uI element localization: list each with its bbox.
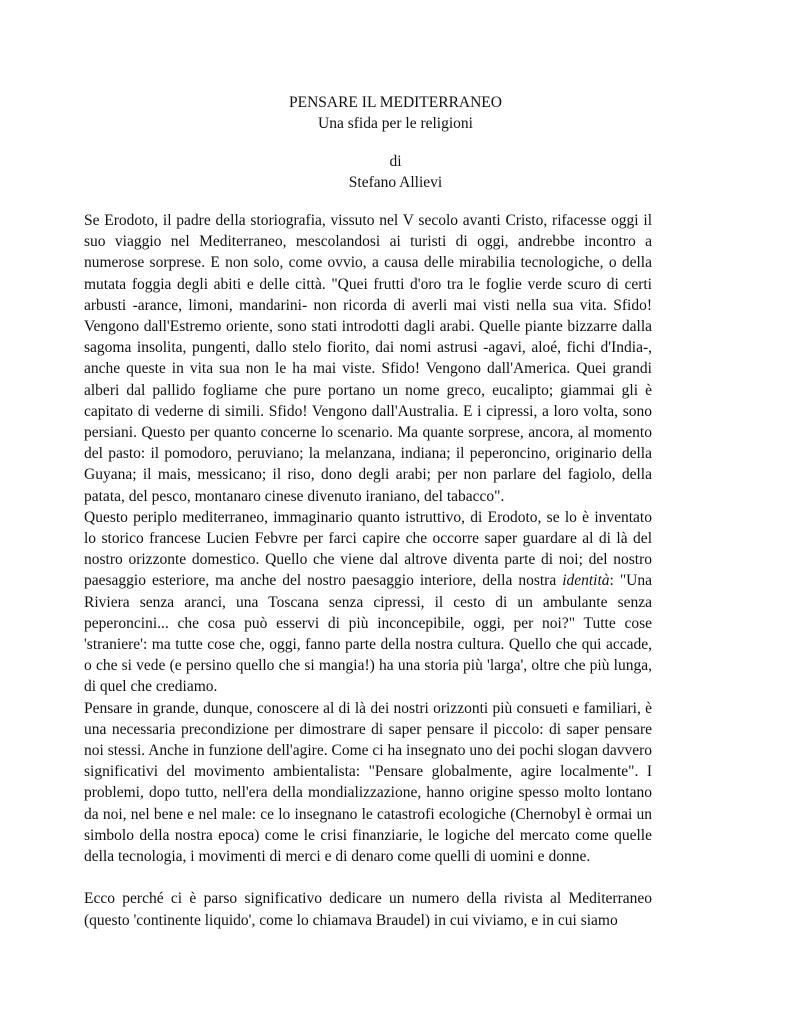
paragraph-4-text: Ecco perché ci è parso significativo dedicare un numero della rivista al Mediterraneo (questo 'continente liquido', come lo chiamava Braudel) in cui viviamo, e in cui siamo [84, 890, 652, 929]
paragraph-3-text: Pensare in grande, dunque, conoscere al di là dei nostri orizzonti più consueti e familiari, è una necessaria precondizione per dimostrare di saper pensare il piccolo: di saper pensare noi stessi. Anche in funzione dell'agire. Come ci ha insegnato uno dei pochi slogan davvero significativi del movimento ambientalista: "Pensare globalmente, agire localmente". I problemi, dopo tutto, nell'era della mondializzazione, hanno origine spesso molto lontano da noi, nel bene e nel male: ce lo insegnano le catastrofi ecologiche (Chernobyl è ormai un simbolo della nostra epoca) come le crisi finanziarie, le logiche del mercato come quelle della tecnologia, i movimenti di merci e di denaro come quelli di uomini e donne. [84, 699, 652, 866]
author-name: Stefano Allievi [348, 174, 443, 191]
document-title: PENSARE IL MEDITERRANEO [289, 94, 502, 111]
paragraph-4 [84, 888, 652, 930]
document-subtitle: Una sfida per le religioni [318, 115, 473, 132]
paragraph-2 [84, 507, 652, 698]
byline-prefix: di [389, 153, 402, 170]
paragraph-1-text: Se Erodoto, il padre della storiografia, vissuto nel V secolo avanti Cristo, rifacesse oggi il suo viaggio nel Mediterraneo, mescolandosi ai turisti di oggi, andrebbe incontro a numerose sorprese. E non solo, come ovvio, a causa delle mirabilia tecnologiche, o della mutata foggia degli abiti e delle città. "Quei frutti d'oro tra le foglie verde scuro di certi arbusti -arance, limoni, mandarini- non ricorda di averli mai visti nella sua vita. Sfido! Vengono dall'Estremo oriente, sono stati introdotti dagli arabi. Quelle piante bizzarre dalla sagoma insolita, pungenti, dallo stelo fiorito, dai nomi astrusi -agavi, aloé, fichi d'India-, anche queste in vita sua non le ha mai viste. Sfido! Vengono dall'America. Quei grandi alberi dal pallido fogliame che pure portano un nome greco, eucalipto; giammai gli è capitato di vederne di simili. Sfido! Vengono dall'Australia. E i cipressi, a loro volta, sono persiani. Questo per quanto concerne lo scenario. Ma quante sorprese, ancora, al momento del pasto: il pomodoro, peruviano; la melanzana, indiana; il peperoncino, originario della Guyana; il mais, messicano; il riso, dono degli arabi; per non parlare del fagiolo, della patata, del pesco, montanaro cinese divenuto iraniano, del tabacco". [84, 212, 652, 505]
paragraph-2-text-end: : "Una Riviera senza aranci, una Toscana senza cipressi, il cesto di un ambulante senza peperoncini... che cosa può esservi di più inconcepibile, oggi, per noi?" Tutte cose 'straniere': ma tutte cose che, oggi, fanno parte della nostra cultura. Quello che qui accade, o che si vede (e persino quello che si mangia!) ha una storia più 'larga', oltre che più lunga, di quel che crediamo. [84, 572, 652, 696]
article-body [84, 210, 652, 931]
paragraph-2-text-start: Questo periplo mediterraneo, immaginario quanto istruttivo, di Erodoto, se lo è inventato lo storico francese Lucien Febvre per farci capire che occorre saper guardare al di là del nostro orizzonte domestico. Quello che viene dal altrove diventa parte di noi; del nostro paesaggio esteriore, ma anche del nostro paesaggio interiore, della nostra [84, 508, 652, 590]
paragraph-spacer [84, 867, 652, 888]
paragraph-3 [84, 698, 652, 868]
paragraph-2-emphasis: identità [562, 572, 610, 590]
paragraph-1 [84, 210, 652, 507]
